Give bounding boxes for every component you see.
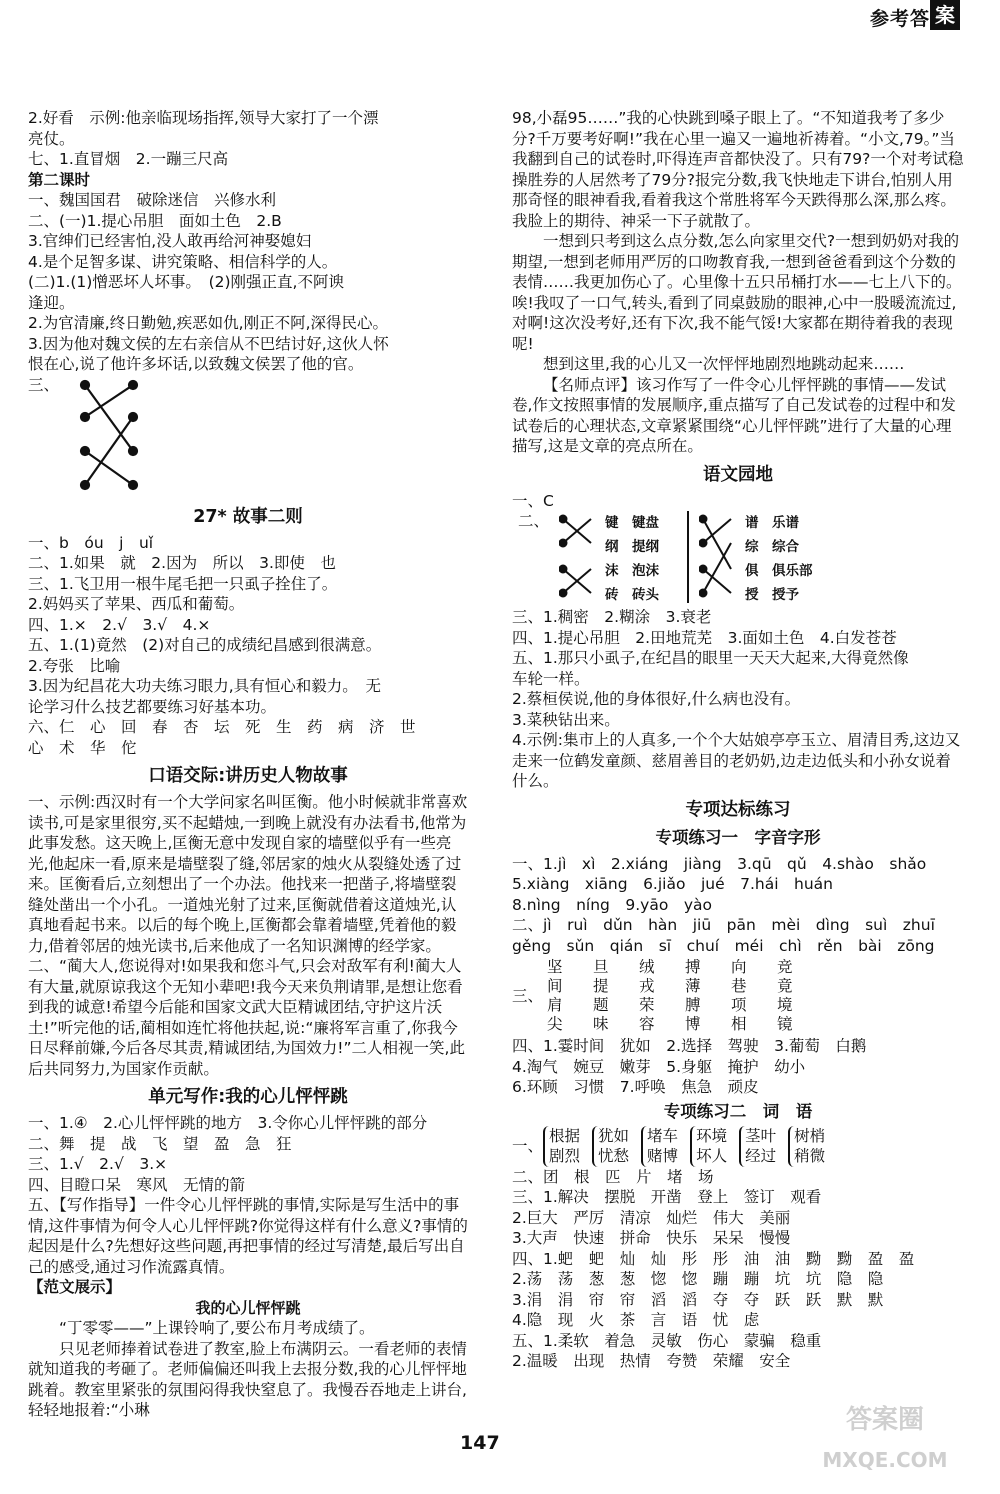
answer-line: 二、舞 提 战 飞 望 盈 急 狂: [28, 1134, 292, 1153]
answer-line: 车轮一样。: [512, 669, 590, 688]
answer-line: 亮仗。: [28, 129, 75, 148]
grid-char: 绒: [639, 958, 655, 976]
word-pair: [788, 1126, 825, 1167]
answer-line: 3.大声 快速 拼命 快乐 呆呆 慢慢: [512, 1229, 791, 1247]
writing-guide: 五、【写作指导】一件令心儿怦怦跳的事情,实际是写生活中的事情,这件事情为何令人心儿怦怦跳?你觉得这样有什么意义?事情的起因是什么?先想好这些问题,再把事情的经过写清楚,最后写出自己的感受,通过习作流露真情。: [28, 1196, 468, 1276]
answer-line: 二、1.如果 就 2.因为 所以 3.即使 也: [28, 554, 336, 572]
grid-char: 博: [685, 1015, 701, 1033]
left-column: [28, 108, 468, 1421]
essay-paragraph-5: 想到这里,我的心儿又一次怦怦地剧烈地跳动起来……: [543, 355, 905, 373]
word: 稍微: [794, 1147, 826, 1165]
word: 根据: [549, 1126, 581, 1145]
writing-section-title: 单元写作:我的心儿怦怦跳: [148, 1087, 348, 1107]
answer-line: 恨在心,说了他许多坏话,以致魏文侯罢了他的官。: [28, 355, 364, 373]
answer-block-c: [28, 533, 468, 759]
matching-label: 三、: [28, 375, 60, 394]
answer-line: 三、1.稠密 2.糊涂 3.衰老: [512, 608, 712, 626]
answer-line: 一、1.④ 2.心儿怦怦跳的地方 3.令你心儿怦怦跳的部分: [28, 1114, 428, 1132]
grid-char: 荣: [639, 996, 655, 1014]
character-matching: [512, 511, 964, 607]
answer-line: (二)1.(1)憎恶坏人坏事。 (2)刚强正直,不阿谀: [28, 273, 344, 291]
word: 经过: [745, 1147, 777, 1165]
grid-char: 旦: [593, 958, 609, 976]
answer-line: 2.巨大 严厉 清凉 灿烂 伟大 美丽: [512, 1208, 791, 1227]
word: 坏人: [696, 1147, 728, 1165]
watermark: [790, 1400, 980, 1490]
answer-line: 二、团 根 匹 片 堵 场: [512, 1167, 714, 1186]
garden-answer-1: 一、C: [512, 491, 554, 510]
essay-title: 我的心儿怦怦跳: [195, 1298, 301, 1317]
essay-paragraph-1: “丁零零——”上课铃响了,要公布月考成绩了。: [59, 1319, 375, 1337]
answer-line: 3.因为他对魏文侯的左右亲信从不巴结讨好,这伙人怀: [28, 334, 389, 353]
header-title: 参考答: [869, 8, 930, 30]
grid-char: 竞: [777, 958, 793, 976]
answer-line: 三、1.√ 2.√ 3.×: [28, 1155, 168, 1173]
grid-char: 向: [731, 958, 747, 976]
answer-line: 六、仁 心 回 春 杏 坛 死 生 药 病 济 世: [28, 718, 416, 736]
answer-line: 二、jì ruì dǔn hàn jiū pān mèi dìng suì zhuī: [512, 916, 935, 934]
answer-line: 键 键盘: [605, 515, 660, 531]
answer-line: 4.隐 现 火 茶 言 语 忧 虑: [512, 1311, 760, 1329]
grid-char: 戎: [639, 977, 655, 995]
answer-block-e: [512, 607, 964, 730]
word-pair: [592, 1126, 629, 1167]
oral-answer-2: 二、“蔺大人,您说得对!如果我和您斗气,只会对敌军有利!蔺大人有大量,就原谅我这个无知小辈吧!我今天来负荆请罪,是想让您看到我的诚意!希望今后能和国家文武大臣精诚团结,守护这片沃土!”听完他的话,蔺相如连忙将他扶起,说:“廉将军言重了,你我今日尽释前嫌,今后各尽其责,精诚团结,为国效力!”二人相视一笑,此后共同努力,为国家作贡献。: [28, 957, 465, 1078]
answer-line: 心 术 华 佗: [28, 738, 137, 757]
answer-line: 3.涓 涓 帘 帘 滔 滔 夺 夺 跃 跃 默 默: [512, 1290, 884, 1309]
oral-answer-1: 一、示例:西汉时有一个大学问家名叫匡衡。他小时候就非常喜欢读书,可是家里很穷,买不起蜡烛,一到晚上就没有办法看书,他常为此事发愁。这天晚上,匡衡无意中发现自家的墙壁似乎有一些亮光,他起床一看,原来是墙壁裂了缝,邻居家的烛火从裂缝处透了过来。匡衡看后,立刻想出了一个办法。他找来一把凿子,将墙壁裂缝处凿出一个小孔。一道烛光射了过来,匡衡就借着这道烛光,认真地看起书来。以后的每个晚上,匡衡都会靠着墙壁,凭着他的毅力,借着邻居的烛光读书,后来他成了一名知识渊博的经学家。: [28, 793, 468, 955]
essay-paragraph-3: 98,小磊95……”我的心快跳到嗓子眼上了。“不知道我考了多少分?千万要考好啊!”我在心里一遍又一遍地祈祷着。“小文,79。”当我翻到自己的试卷时,吓得连声音都快没了。只有79?一个对考试稳操胜券的人居然考了79分?报完分数,我飞快地走下讲台,怕别人用那奇怪的眼神看我,看着我这个常胜将军今天跌得那么深,那么疼。我脸上的期待、神采一下子就散了。: [512, 109, 964, 230]
answer-line: 6.环顾 习惯 7.呼唤 焦急 顽皮: [512, 1078, 759, 1096]
answer-line: 二、(一)1.提心吊胆 面如土色 2.B: [28, 211, 282, 230]
answer-line: 4.淘气 婉豆 嫩芽 5.身躯 掩护 幼小: [512, 1057, 806, 1076]
header-badge: 案: [930, 0, 960, 30]
grid-char: 镜: [777, 1015, 793, 1033]
teacher-comment: 【名师点评】该习作写了一件令心儿怦怦跳的事情——发试卷,作文按照事情的发展顺序,重点描写了自己发试卷的过程中和发试卷后的心理状态,文章紧紧围绕“心儿怦怦跳”进行了大量的心理描写,这是文章的亮点所在。: [512, 375, 956, 455]
right-column: [512, 108, 964, 1372]
matching-right-words: [745, 511, 813, 607]
grid-char: 提: [593, 977, 609, 995]
answer-line: 俱 俱乐部: [745, 563, 813, 579]
answer-line: 一、1.jì xì 2.xiáng jiàng 3.qū qǔ 4.shào shǎo: [512, 854, 927, 873]
market-example: 4.示例:集市上的人真多,一个个大姑娘亭亭玉立、眉清目秀,这边又走来一位鹤发童颜、慈眉善目的老奶奶,边走边低头和小孙女说着什么。: [512, 731, 961, 790]
answer-line: 沫 泡沫: [605, 563, 660, 579]
char-grid: [543, 958, 821, 1034]
exercise1-title: 专项练习一 字音字形: [655, 827, 821, 847]
watermark-url: MXQE.COM: [822, 1448, 948, 1472]
grid-char: 境: [777, 996, 793, 1014]
answer-line: 3.菜秧钻出来。: [512, 710, 620, 729]
grid-char: 味: [593, 1015, 609, 1033]
answer-line: 8.nìng níng 9.yāo yào: [512, 895, 712, 914]
answer-line: 五、1.(1)竟然 (2)对自己的成绩纪昌感到很满意。: [28, 636, 382, 654]
answer-line: 2.荡 荡 葱 葱 惚 惚 蹦 蹦 坑 坑 隐 隐: [512, 1270, 884, 1288]
answer-line: 2.为官清廉,终日勤勉,疾恶如仇,刚正不阿,深得民心。: [28, 314, 388, 332]
word: 堵车: [647, 1126, 679, 1145]
special-section-title: 专项达标练习: [685, 799, 791, 820]
oral-section-title: 口语交际:讲历史人物故事: [148, 766, 348, 786]
matching-lines-left: [559, 511, 595, 603]
word: 犹如: [598, 1126, 630, 1145]
answer-block-g: [512, 1036, 964, 1098]
answer-line: 四、目瞪口呆 寒风 无情的箭: [28, 1175, 246, 1194]
exercise2-title: 专项练习二 词 语: [663, 1101, 813, 1121]
essay-paragraph-2: 只见老师捧着试卷进了教室,脸上布满阴云。一看老师的表情就知道我的考砸了。老师偏偏还叫我上去报分数,我的心儿怦怦地跳着。教室里紧张的氛围闷得我快窒息了。我慢吞吞地走上讲台,轻轻地报着:“小琳: [28, 1339, 467, 1419]
answer-line: 2.蔡桓侯说,他的身体很好,什么病也没有。: [512, 690, 801, 708]
grid-char: 坚: [547, 958, 563, 976]
story-section-title: 27* 故事二则: [193, 506, 303, 527]
grid-char: 巷: [731, 977, 747, 995]
sample-label: 【范文展示】: [28, 1278, 122, 1296]
essay-paragraph-4: 一想到只考到这么点分数,怎么向家里交代?一想到奶奶对我的期望,一想到老师用严厉的口吻教育我,一想到爸爸看到这个分数的表情……我更加伤心了。心里像十五只吊桶打水——七上八下的。唉!我叹了一口气,转头,看到了同桌鼓励的眼神,心中一股暖流流过,对啊!这次没考好,还有下次,我不能气馁!大家都在期待着我的表现呢!: [512, 232, 962, 353]
answer-line: 授 授予: [745, 587, 800, 603]
answer-line: 四、1.× 2.√ 3.√ 4.×: [28, 615, 211, 634]
answer-line: 2.温暖 出现 热情 夸赞 荣耀 安全: [512, 1352, 791, 1370]
matching-section: [28, 375, 468, 499]
grid-char: 尖: [547, 1015, 563, 1033]
answer-line: 论学习什么技艺都要练习好基本功。: [28, 697, 277, 716]
word: 忧愁: [598, 1147, 630, 1165]
answer-line: 砖 砖头: [605, 587, 660, 603]
word-pair: [543, 1126, 580, 1167]
word-pairs-section: [512, 1126, 964, 1167]
grid-char: 薄: [685, 977, 701, 995]
answer-line: 四、1.霎时间 犹如 2.选择 驾驶 3.葡萄 白鹅: [512, 1037, 867, 1055]
answer-line: 4.是个足智多谋、讲究策略、相信科学的人。: [28, 252, 338, 271]
answer-line: gěng sǔn qián sī chuí méi chì rěn bài zōng: [512, 936, 935, 955]
answer-line: 五、1.柔软 着急 灵敏 伤心 蒙骗 稳重: [512, 1331, 822, 1350]
answer-line: 五、1.那只小虱子,在纪昌的眼里一天天大起来,大得竟然像: [512, 649, 909, 667]
answer-line: 七、1.直冒烟 2.一蹦三尺高: [28, 150, 229, 168]
answer-line: 3.官绅们已经害怕,没人敢再给河神娶媳妇: [28, 232, 312, 250]
word-pair: [690, 1126, 727, 1167]
matching-left-words: [605, 511, 659, 607]
answer-line: 四、1.提心吊胆 2.田地荒芜 3.面如土色 4.白发苍苍: [512, 628, 897, 647]
word: 剧烈: [549, 1147, 581, 1165]
word: 树梢: [794, 1126, 826, 1145]
page-number: 147: [460, 1432, 500, 1454]
matching-lines-right: [699, 511, 735, 603]
answer-line: 一、魏国国君 破除迷信 兴修水利: [28, 191, 277, 209]
word: 环境: [696, 1126, 728, 1145]
matching-index: 二、: [518, 512, 550, 530]
answer-block-b: [28, 190, 468, 375]
grid-char: 竟: [777, 977, 793, 995]
grid-char: 膊: [685, 996, 701, 1014]
char-grid-section: [512, 956, 964, 1036]
grid-char: 肩: [547, 996, 563, 1014]
word: 茎叶: [745, 1126, 777, 1145]
word: 赌博: [647, 1147, 679, 1165]
answer-block-f: [512, 854, 964, 957]
answer-line: 纲 提纲: [605, 539, 660, 555]
answer-line: 综 综合: [745, 539, 800, 555]
word-pairs-label: 一、: [512, 1136, 544, 1155]
answer-block-a: [28, 108, 468, 170]
answer-line: 一、b óu j uǐ: [28, 533, 154, 552]
answer-line: 三、1.飞卫用一根牛尾毛把一只虱子拴住了。: [28, 574, 338, 593]
divider: [687, 511, 689, 603]
word-pairs: [543, 1126, 825, 1167]
grid-char: 题: [593, 996, 609, 1014]
word-pair: [641, 1126, 678, 1167]
grid-char: 间: [547, 977, 563, 995]
answer-line: 三、1.解决 摆脱 开凿 登上 签订 观看: [512, 1188, 822, 1206]
grid-char: 项: [731, 996, 747, 1014]
answer-line: 2.夸张 比喻: [28, 656, 121, 675]
answer-line: 2.好看 示例:他亲临现场指挥,领导大家打了一个漂: [28, 109, 379, 127]
grid-char: 容: [639, 1015, 655, 1033]
lesson2-title: 第二课时: [28, 170, 91, 189]
answer-line: 3.因为纪昌花大功夫练习眼力,具有恒心和毅力。 无: [28, 677, 381, 695]
answer-line: 2.妈妈买了苹果、西瓜和葡萄。: [28, 595, 245, 613]
answer-line: 四、1.蚆 蚆 灿 灿 彤 彤 油 油 黝 黝 盈 盈: [512, 1249, 915, 1268]
answer-line: 5.xiàng xiāng 6.jiǎo jué 7.hái huán: [512, 875, 834, 893]
answer-block-d: [28, 1113, 468, 1195]
grid-char: 相: [731, 1015, 747, 1033]
answer-line: 逢迎。: [28, 293, 75, 312]
char-grid-label: 三、: [512, 986, 544, 1005]
answer-block-h: [512, 1167, 964, 1372]
grid-char: 搏: [685, 958, 701, 976]
word-pair: [739, 1126, 776, 1167]
garden-section-title: 语文园地: [703, 464, 773, 485]
answer-line: 谱 乐谱: [745, 515, 800, 531]
watermark-logo-text: 答案圈: [845, 1405, 924, 1435]
matching-lines-diagram: [79, 377, 139, 497]
